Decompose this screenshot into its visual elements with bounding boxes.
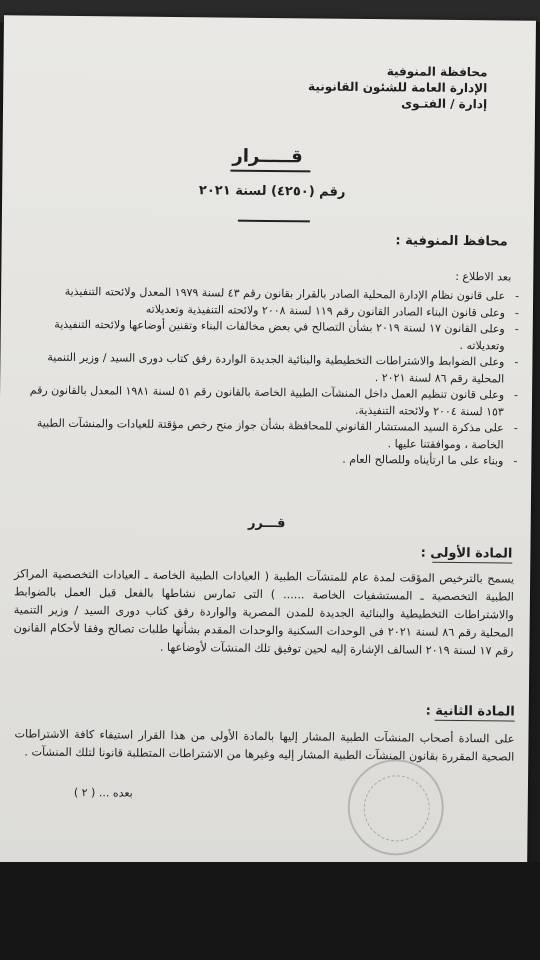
- recitals-list: [17, 283, 519, 470]
- recital-item: - على مذكرة السيد المستشار القانوني للمحافظة بشأن جواز منح رخص مؤقتة للعيادات والمنشآت الطبية الخاصة ، وموافقتنا عليها .: [17, 415, 517, 453]
- title-underline: [230, 170, 310, 173]
- issuer-heading: محافظ المنوفية :: [395, 233, 508, 250]
- photo-background-bottom: [0, 862, 540, 960]
- continued-marker: بعده ... ( ٢ ): [73, 785, 133, 800]
- recital-item: - وعلى قانون البناء الصادر القانون رقم ١١٩ لسنة ٢٠٠٨ ولائحته التنفيذية وتعديلاته: [19, 300, 519, 322]
- document-page: [0, 15, 536, 869]
- article-1-underline: [432, 562, 512, 564]
- recital-item: - على قانون نظام الإدارة المحلية الصادر بالقرار بقانون رقم ٤٣ لسنة ١٩٧٩ المعدل ولائحته التنفيذية: [19, 283, 519, 305]
- recital-item: - وبناء على ما ارتأيناه وللصالح العام .: [17, 448, 517, 470]
- letterhead-governorate: محافظة المنوفية: [386, 64, 488, 80]
- official-seal: [347, 759, 444, 856]
- recital-intro: بعد الاطلاع :: [455, 269, 512, 284]
- number-underline: [238, 220, 310, 223]
- letterhead-department: الإدارة العامة للشئون القانونية: [308, 79, 488, 96]
- recital-item: - وعلى الضوابط والاشتراطات التخطيطية والبنائية الجديدة الواردة رفق كتاب دورى السيد / وزير التنمية المحلية رقم ٨٦ لسنة ٢٠٢١ .: [18, 349, 518, 387]
- article-2-title: المادة الثانية :: [425, 703, 515, 720]
- letterhead-office: إدارة / الفتـوى: [401, 96, 488, 112]
- decides-heading: قـــرر: [247, 515, 286, 532]
- decree-number: رقم (٤٢٥٠) لسنة ٢٠٢١: [198, 183, 346, 200]
- decree-title: قـــــرار: [232, 145, 303, 168]
- seal-inner-ring: [363, 775, 430, 842]
- article-2-text: على السادة أصحاب المنشآت الطبية المشار إليها بالمادة الأولى من هذا القرار استيفاء كافة الاشتراطات الصحية المقررة بقانون المنشآت الطبية المشار إليه وغيرها من الاشتراطات المتطلبة قانونا لتلك المنشآت .: [14, 727, 515, 764]
- recital-item: - وعلى القانون ١٧ لسنة ٢٠١٩ بشأن التصالح في بعض مخالفات البناء وتقنين أوضاعها ولائحته التنفيذية وتعديلاته .: [19, 316, 519, 354]
- article-1-title: المادة الأولى :: [420, 545, 513, 562]
- article-1-text: يسمح بالترخيص المؤقت لمدة عام للمنشآت الطبية ( العيادات الطبية الخاصة ـ العيادات التخصصية المراكز الطبية التخصصية ـ المستشفيات الخاصة ...... ) التى تمارس نشاطها بالفعل قبل العمل بالضوابط والاشتراطات التخطيطية والبنائية الجديدة للمدن المصرية والواردة رفق كتاب دورى السيد / وزير التنمية المحلية رقم ٨٦ لسنة ٢٠٢١ فى الوحدات السكنية والوحدات المقدم بشأنها طلبات تصالح وفقا لأحكام القانون رقم ١٧ لسنة ٢٠١٩ السالف الإشارة إليه لحين توفيق تلك المنشآت لأوضاعها .: [13, 567, 515, 658]
- recital-item: - وعلى قانون تنظيم العمل داخل المنشآت الطبية الخاصة بالقانون رقم ٥١ لسنة ١٩٨١ المعدل بالقانون رقم ١٥٣ لسنة ٢٠٠٤ ولائحته التنفيذية.: [18, 382, 518, 420]
- article-2-underline: [435, 720, 515, 722]
- letterhead: [267, 62, 487, 112]
